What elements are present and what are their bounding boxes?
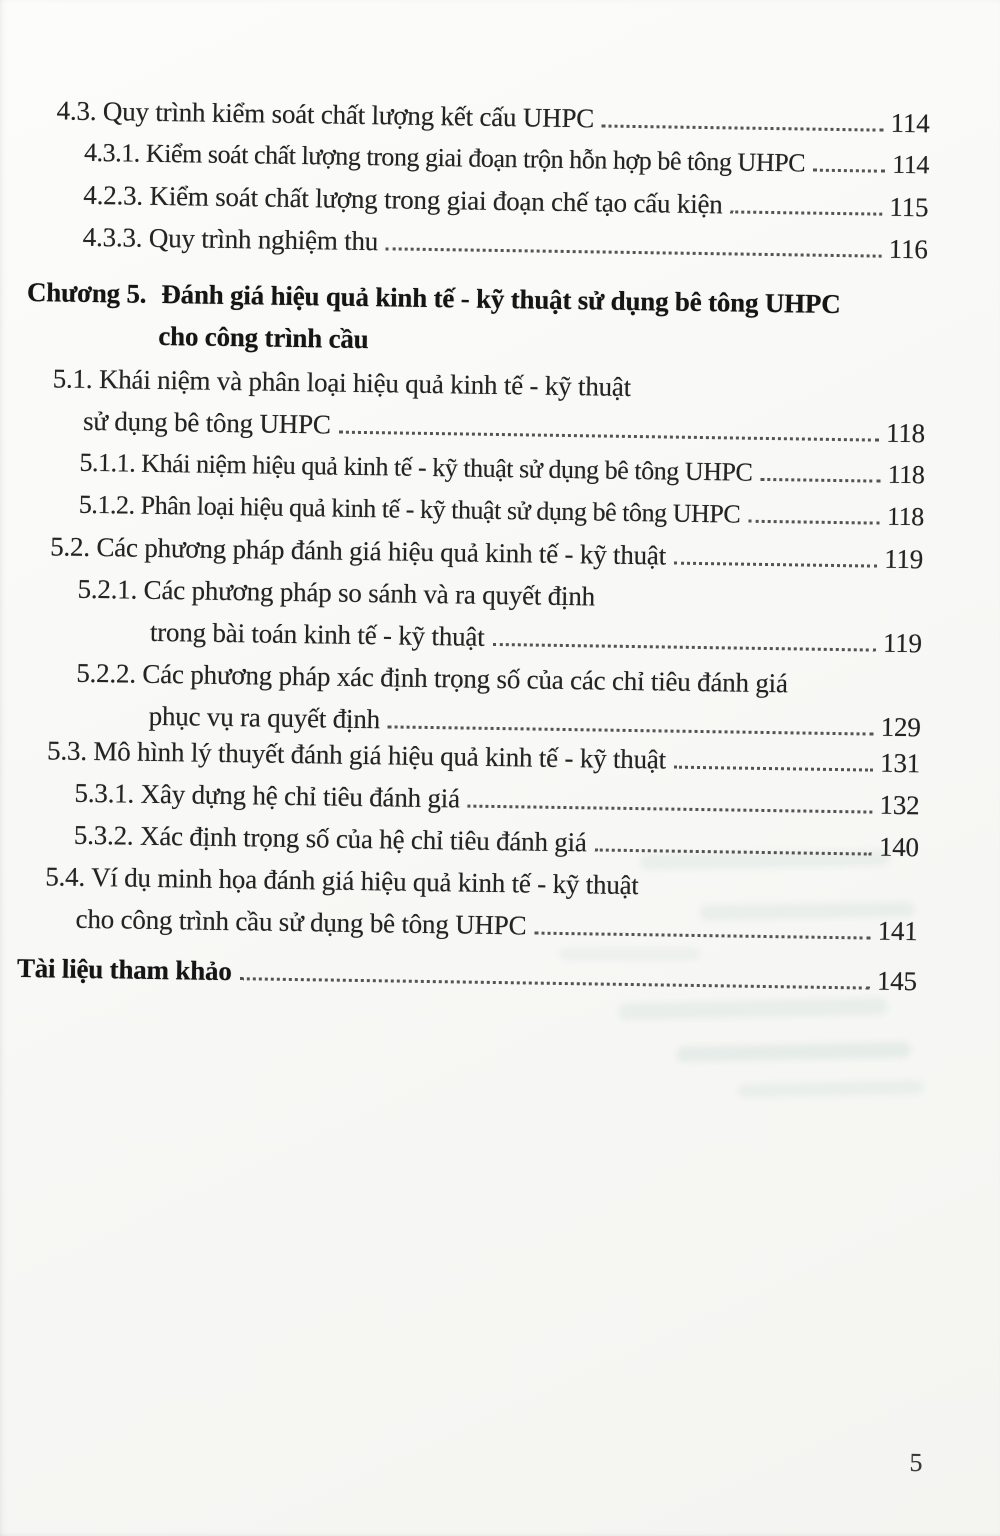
toc-entry-text: 5.3.2. Xác định trọng số của hệ chỉ tiêu đánh giá xyxy=(73,819,587,858)
toc-entry-text: 5.1.1. Khái niệm hiệu quả kinh tế - kỹ thuật sử dụng bê tông UHPC xyxy=(79,447,753,487)
toc-entry-text: 5.2.2. Các phương pháp xác định trọng số của các chỉ tiêu đánh giá xyxy=(76,657,789,699)
dot-leader xyxy=(595,848,872,855)
dot-leader xyxy=(339,431,879,442)
toc-entry-text: trong bài toán kinh tế - kỹ thuật xyxy=(149,616,485,652)
chapter-title: Đánh giá hiệu quả kinh tế - kỹ thuật sử dụng bê tông UHPC xyxy=(161,278,841,320)
dot-leader xyxy=(813,169,885,173)
toc-entry-text: 4.3.3. Quy trình nghiệm thu xyxy=(82,221,379,257)
dot-leader xyxy=(492,643,876,652)
toc-entry-text: 5.3. Mô hình lý thuyết đánh giá hiệu quả kinh tế - kỹ thuật xyxy=(46,735,667,775)
dot-leader xyxy=(240,977,870,989)
chapter-label: Chương 5. xyxy=(26,276,147,309)
toc-entry-page: 132 xyxy=(879,789,920,821)
table-of-contents xyxy=(17,89,930,1002)
toc-entry-page: 116 xyxy=(888,233,928,265)
page-number: 5 xyxy=(909,1447,923,1478)
toc-entry-page: 118 xyxy=(886,501,924,532)
toc-entry-page: 119 xyxy=(883,543,924,575)
bleed-through-smudge xyxy=(738,1080,923,1098)
toc-entry-text: 4.3.1. Kiểm soát chất lượng trong giai đoạn trộn hỗn hợp bê tông UHPC xyxy=(83,137,806,178)
dot-leader xyxy=(760,478,880,483)
dot-leader xyxy=(386,247,882,257)
chapter-title-continued: cho công trình cầu xyxy=(158,320,369,355)
toc-entry-page: 119 xyxy=(882,627,923,659)
toc-entry-text: 4.3. Quy trình kiểm soát chất lượng kết cấu UHPC xyxy=(56,95,595,134)
toc-entry-text: sử dụng bê tông UHPC xyxy=(82,405,331,440)
toc-entry-text: 5.1. Khái niệm và phân loại hiệu quả kinh tế - kỹ thuật xyxy=(52,363,632,402)
toc-entry-text: 5.3.1. Xây dựng hệ chỉ tiêu đánh giá xyxy=(74,777,461,814)
toc-entry-text: cho công trình cầu sử dụng bê tông UHPC xyxy=(75,903,527,941)
toc-entry-text: 5.4. Ví dụ minh họa đánh giá hiệu quả kinh tế - kỹ thuật xyxy=(45,861,639,901)
toc-entry-text: 5.2. Các phương pháp đánh giá hiệu quả kinh tế - kỹ thuật xyxy=(49,531,667,571)
dot-leader xyxy=(674,562,877,568)
dot-leader xyxy=(602,124,884,131)
dot-leader xyxy=(534,932,870,940)
dot-leader xyxy=(468,805,873,814)
toc-entry-text: 5.2.1. Các phương pháp so sánh và ra quyết định xyxy=(77,573,596,612)
toc-entry-text: 4.2.3. Kiểm soát chất lượng trong giai đoạn chế tạo cấu kiện xyxy=(83,179,723,220)
toc-entry-page: 131 xyxy=(879,747,921,779)
toc-entry-page: 115 xyxy=(889,191,929,223)
toc-entry-page: 141 xyxy=(877,915,918,947)
toc-entry-page: 140 xyxy=(878,831,920,863)
toc-entry-page: 145 xyxy=(876,965,918,997)
dot-leader xyxy=(674,766,873,772)
dot-leader xyxy=(388,725,874,735)
dot-leader xyxy=(730,210,882,215)
bleed-through-smudge xyxy=(676,1042,911,1063)
dot-leader xyxy=(748,520,880,525)
toc-entry-page: 129 xyxy=(880,711,921,743)
toc-entry-text: 5.1.2. Phân loại hiệu quả kinh tế - kỹ thuật sử dụng bê tông UHPC xyxy=(78,489,741,529)
toc-entry-page: 114 xyxy=(892,149,930,180)
toc-entry-text: phục vụ ra quyết định xyxy=(148,700,381,735)
toc-entry-page: 118 xyxy=(885,417,926,449)
toc-entry-page: 114 xyxy=(890,107,930,139)
toc-entry-text: Tài liệu tham khảo xyxy=(16,952,232,987)
toc-entry-page: 118 xyxy=(887,459,925,490)
toc-entry-references xyxy=(17,947,918,1002)
